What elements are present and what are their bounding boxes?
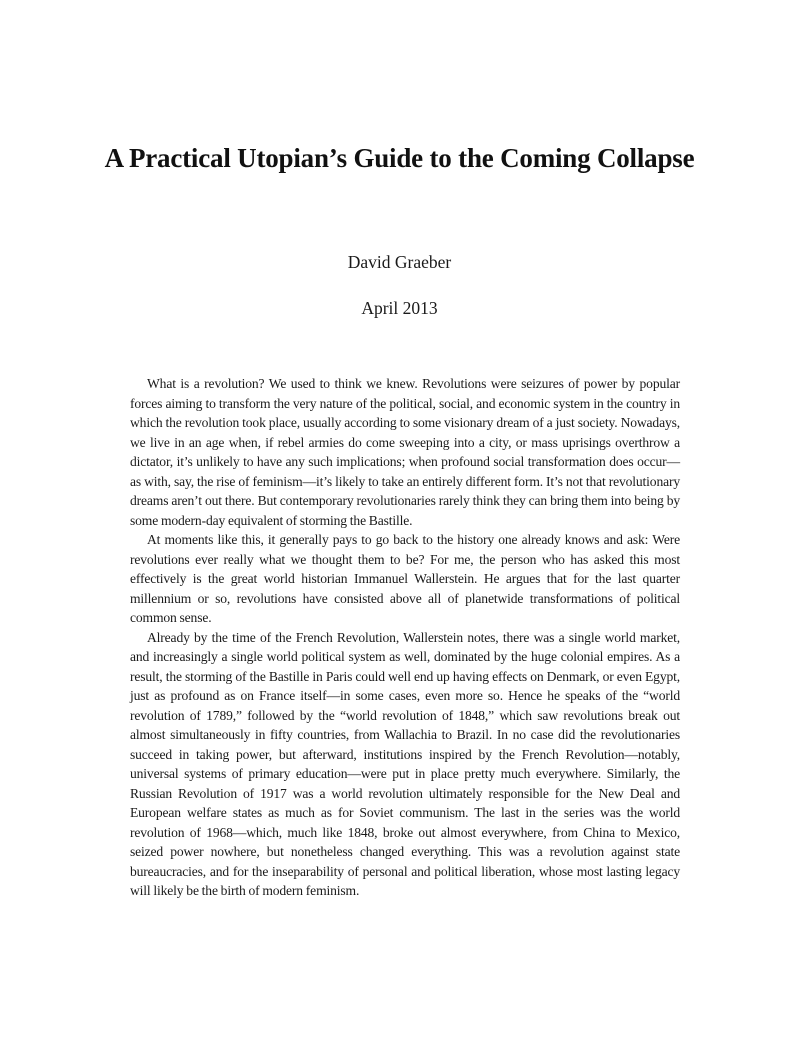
paragraph: What is a revolution? We used to think we knew. Revolutions were seizures of power by popular forces aiming to transform the very nature of the political, social, and economic system in the country in which the revolution took place, usually according to some visionary dream of a just society. Nowadays, we live in an age when, if rebel armies do come sweeping into a city, or mass uprisings overthrow a dictator, it’s unlikely to have any such implications; when profound social transformation does occur—as with, say, the rise of feminism—it’s likely to take an entirely different form. It’s not that revolutionary dreams aren’t out there. But contemporary revolutionaries rarely think they can bring them into being by some modern-day equivalent of storming the Bastille. bbox=[130, 376, 680, 528]
document-author: David Graeber bbox=[347, 252, 452, 272]
document-title: A Practical Utopian’s Guide to the Coming Collapse bbox=[104, 143, 695, 173]
document-date: April 2013 bbox=[361, 298, 438, 318]
paragraph: Already by the time of the French Revolution, Wallerstein notes, there was a single world market, and increasingly a single world political system as well, dominated by the huge colonial empires. As a result, the storming of the Bastille in Paris could well end up having effects on Denmark, or even Egypt, just as profound as on France itself—in some cases, even more so. Hence he speaks of the “world revolution of 1789,” followed by the “world revolution of 1848,” which saw revolutions break out almost simultaneously in fifty countries, from Wallachia to Brazil. In no case did the revolutionaries succeed in taking power, but afterward, institutions inspired by the French Revolution—notably, universal systems of primary education—were put in place pretty much everywhere. Similarly, the Russian Revolution of 1917 was a world revolution ultimately responsible for the New Deal and European welfare states as much as for Soviet communism. The last in the series was the world revolution of 1968—which, much like 1848, broke out almost everywhere, from China to Mexico, seized power nowhere, but nonetheless changed everything. This was a revolution against state bureaucracies, and for the inseparability of personal and political liberation, whose most lasting legacy will likely be the birth of modern feminism. bbox=[130, 629, 680, 898]
body-text bbox=[130, 374, 680, 901]
paragraph: At moments like this, it generally pays to go back to the history one already knows and ask: Were revolutions ever really what we thought them to be? For me, the person who has asked this most effectively is the great world historian Immanuel Wallerstein. He argues that for the last quarter millennium or so, revolutions have consisted above all of planetwide transformations of political common sense. bbox=[130, 532, 680, 625]
